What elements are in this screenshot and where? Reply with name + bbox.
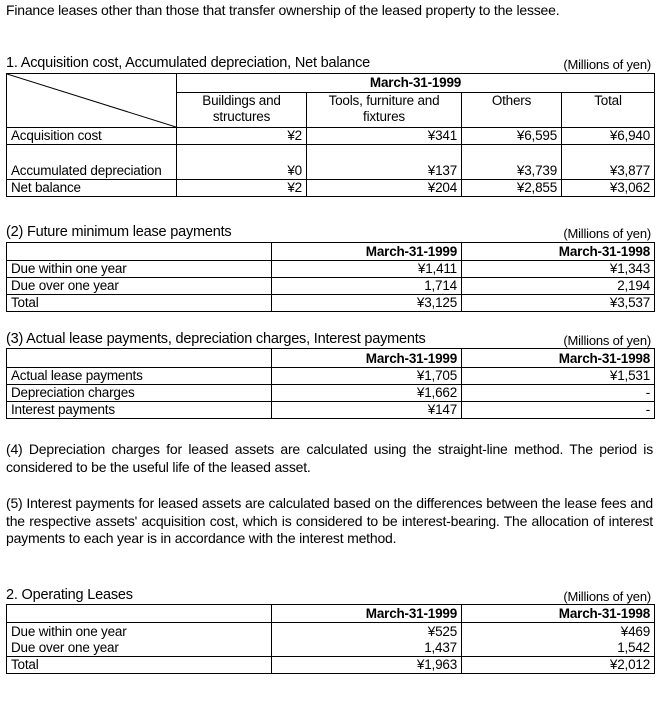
table-row <box>7 261 655 278</box>
row-label: Total <box>7 657 272 674</box>
cell-value: 1,542 <box>462 640 655 657</box>
row-label: Interest payments <box>7 402 272 419</box>
diagonal-header-cell <box>7 74 177 128</box>
cell-value: - <box>462 402 655 419</box>
section2-title: (2) Future minimum lease payments <box>6 224 232 240</box>
cell-value: ¥2 <box>177 180 307 197</box>
cell-value: ¥1,343 <box>462 261 655 278</box>
cell-value: ¥3,877 <box>562 145 655 180</box>
column-header: March-31-1998 <box>462 243 655 261</box>
note-5: (5) Interest payments for leased assets are calculated based on the differences between the lease fees and the respective assets' acquisition cost, which is considered to be interest-bearing. The allocation of interest payments to each year is in accordance with the interest method. <box>6 495 653 546</box>
row-label: Depreciation charges <box>7 385 272 402</box>
row-label: Due over one year <box>7 278 272 295</box>
cell-value: ¥6,595 <box>462 128 562 145</box>
cell-value: ¥1,963 <box>272 657 462 674</box>
column-header: March-31-1999 <box>272 349 462 368</box>
row-label: Due within one year <box>7 623 272 640</box>
table-row <box>7 402 655 419</box>
cell-value: ¥0 <box>177 145 307 180</box>
future-payments-table <box>6 242 655 312</box>
cell-value: ¥3,062 <box>562 180 655 197</box>
cell-value: ¥3,125 <box>272 295 462 312</box>
cell-value: ¥1,705 <box>272 368 462 385</box>
table-row <box>7 623 655 640</box>
cell-value: ¥525 <box>272 623 462 640</box>
cell-value: - <box>462 385 655 402</box>
blank-header-cell <box>7 243 272 261</box>
row-label: Actual lease payments <box>7 368 272 385</box>
cell-value: ¥469 <box>462 623 655 640</box>
section1-title: 1. Acquisition cost, Accumulated depreciation, Net balance <box>6 55 371 71</box>
cell-value: ¥3,537 <box>462 295 655 312</box>
column-header: March-31-1999 <box>272 605 462 623</box>
cell-value: 1,714 <box>272 278 462 295</box>
operating-leases-title: 2. Operating Leases <box>6 587 133 603</box>
table-row <box>7 278 655 295</box>
table-row <box>7 640 655 657</box>
blank-header-cell <box>7 605 272 623</box>
cell-value: ¥2,012 <box>462 657 655 674</box>
row-label: Acquisition cost <box>7 128 177 145</box>
column-header: Others <box>462 93 562 128</box>
cell-value: ¥341 <box>307 128 462 145</box>
table-row <box>7 657 655 674</box>
operating-units: (Millions of yen) <box>563 589 651 604</box>
row-label: Due over one year <box>7 640 272 657</box>
acquisition-table <box>6 73 655 197</box>
section3-units: (Millions of yen) <box>563 333 651 348</box>
section2-units: (Millions of yen) <box>563 226 651 241</box>
table-row <box>7 180 655 197</box>
note-4: (4) Depreciation charges for leased assets are calculated using the straight-line method. The period is considered to be the useful life of the leased asset. <box>6 441 653 475</box>
actual-payments-table <box>6 348 655 419</box>
intro-paragraph: Finance leases other than those that transfer ownership of the leased property to the lessee. <box>6 2 560 18</box>
column-header: March-31-1998 <box>462 349 655 368</box>
cell-value: ¥6,940 <box>562 128 655 145</box>
column-header: March-31-1998 <box>462 605 655 623</box>
cell-value: ¥2 <box>177 128 307 145</box>
operating-leases-table <box>6 604 655 674</box>
section1-units: (Millions of yen) <box>563 57 651 72</box>
row-label: Net balance <box>7 180 177 197</box>
table-row <box>7 385 655 402</box>
column-header: Buildings and structures <box>177 93 307 128</box>
cell-value: ¥1,411 <box>272 261 462 278</box>
cell-value: ¥147 <box>272 402 462 419</box>
blank-header-cell <box>7 349 272 368</box>
cell-value: ¥3,739 <box>462 145 562 180</box>
row-label: Total <box>7 295 272 312</box>
table-row <box>7 145 655 180</box>
section3-title: (3) Actual lease payments, depreciation charges, Interest payments <box>6 331 426 347</box>
table-row <box>7 368 655 385</box>
cell-value: ¥1,531 <box>462 368 655 385</box>
table-row <box>7 295 655 312</box>
cell-value: ¥2,855 <box>462 180 562 197</box>
row-label: Accumulated depreciation <box>7 145 177 180</box>
row-label: Due within one year <box>7 261 272 278</box>
cell-value: ¥137 <box>307 145 462 180</box>
cell-value: ¥1,662 <box>272 385 462 402</box>
column-header: March-31-1999 <box>272 243 462 261</box>
cell-value: 1,437 <box>272 640 462 657</box>
column-header: Total <box>562 93 655 128</box>
cell-value: 2,194 <box>462 278 655 295</box>
column-header: Tools, furniture and fixtures <box>307 93 462 128</box>
table-row <box>7 128 655 145</box>
cell-value: ¥204 <box>307 180 462 197</box>
period-header: March-31-1999 <box>177 74 655 93</box>
